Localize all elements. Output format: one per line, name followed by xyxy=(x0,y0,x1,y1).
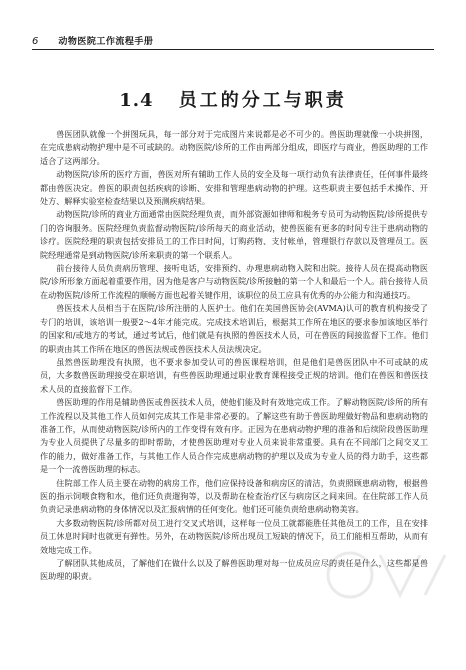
section-title xyxy=(0,86,466,112)
paragraph: 兽医助理的作用是辅助兽医或兽医技术人员，使他们能及时有效地完成工作。了解动物医院/诊所的所有工作流程以及其他工作人员如何完成其工作是非常必要的。了解这些有助于兽医助理做好物品和患病动物的准备工作，从而使动物医院/诊所内的工作变得有效有序。正因为在患病动物护理的准备和后续阶段兽医助理为专业人员提供了尽量多的即时帮助，才使兽医助理对专业人员来说非常重要。具有在不同部门之间交叉工作的能力，做好准备工作，与其他工作人员合作完成患病动物的护理以及成为专业人员的得力助手，这些都是一个一流兽医助理的标志。 xyxy=(40,397,428,475)
paragraph: 前台接待人员负责病历管理、接听电话，安排预约、办理患病动物入院和出院。接待人员在提高动物医院/诊所形象方面起着重要作用，因为他是客户与动物医院/诊所接触的第一个人和最后一个人。前台接待人员在动物医院/诊所工作流程的顺畅方面也起着关键作用，该职位的员工应具有优秀的办公能力和沟通技巧。 xyxy=(40,263,428,300)
section-number: 1.4 xyxy=(119,90,154,111)
paragraph: 住院部工作人员主要在动物的病房工作，他们应保持设备和病房区的清洁，负责照顾患病动物，根据兽医的指示饲喂食物和水，他们还负责遛狗等，以及帮助在检查治疗区与病房区之间来回。在住院部工作人员负责记录患病动物的身体情况以及汇报病情的任何变化。他们还可能负责给患病动物美容。 xyxy=(40,477,428,515)
paragraph: 虽然兽医助理没有执照，也不要求参加受认可的兽医课程培训，但是他们是兽医团队中不可或缺的成员，大多数兽医助理接受在职培训，有些兽医助理通过职业教育课程接受正规的培训。他们在兽医和兽医技术人员的直接监督下工作。 xyxy=(40,356,428,394)
paragraph: 动物医院/诊所的医疗方面，兽医对所有辅助工作人员的安全及每一项行动负有法律责任，任何事件最终都由兽医决定。兽医的职责包括疾病的诊断、安排和管理患病动物的护理。这些职责主要包括手术操作、开处方、解释实验室检查结果以及预测疾病结果。 xyxy=(40,169,428,207)
paragraph: 大多数动物医院/诊所都对员工进行交叉式培训，这样每一位员工就都能胜任其他员工的工作，且在安排员工休息时间时也就更有弹性。另外，在动物医院/诊所出现员工短缺的情况下，员工们能相互帮助，从而有效地完成工作。 xyxy=(40,517,428,555)
watermark-graphic xyxy=(320,540,450,610)
paragraph: 了解团队其他成员，了解他们在做什么以及了解兽医助理对每一位成员应尽的责任是什么，这些都是兽医助理的职责。 xyxy=(40,558,428,582)
page-header xyxy=(32,31,434,50)
body-text xyxy=(40,128,428,584)
paragraph: 兽医技术人员相当于在医院/诊所注册的人医护士。他们在美国兽医协会(AVMA)认可的教育机构接受了专门的培训，该培训一般要2～4年才能完成。完成技术培训后，根据其工作所在地区的要求参加该地区举行的国家和/或地方的考试，通过考试后，他们就是有执照的兽医技术人员，可在兽医的间接监督下工作。他们的职责由其工作所在地区的兽医法规或兽医技术人员法规决定。 xyxy=(40,303,428,354)
page-number: 6 xyxy=(32,36,39,47)
section-heading: 员工的分工与职责 xyxy=(178,90,347,111)
running-title: 动物医院工作流程手册 xyxy=(58,37,154,47)
paragraph: 兽医团队就像一个拼图玩具，每一部分对于完成图片来说都是必不可少的。兽医助理就像一小块拼图，在完成患病动物护理中是不可或缺的。动物医院/诊所的工作由两部分组成，即医疗与商业，兽医助理的工作适合了这两部分。 xyxy=(40,129,428,166)
paragraph: 动物医院/诊所的商业方面通常由医院经理负责，而外部资源如律师和税务专员可为动物医院/诊所提供专门的咨询服务。医院经理负责监督动物医院/诊所每天的商业活动，使兽医能有更多的时间专注于患病动物的诊疗。医院经理的职责包括安排员工的工作日时间，订购药物、支付帐单，管理银行存款以及管理员工。医院经理通常是到动物医院/诊所来职责的第一个联系人。 xyxy=(40,209,428,260)
